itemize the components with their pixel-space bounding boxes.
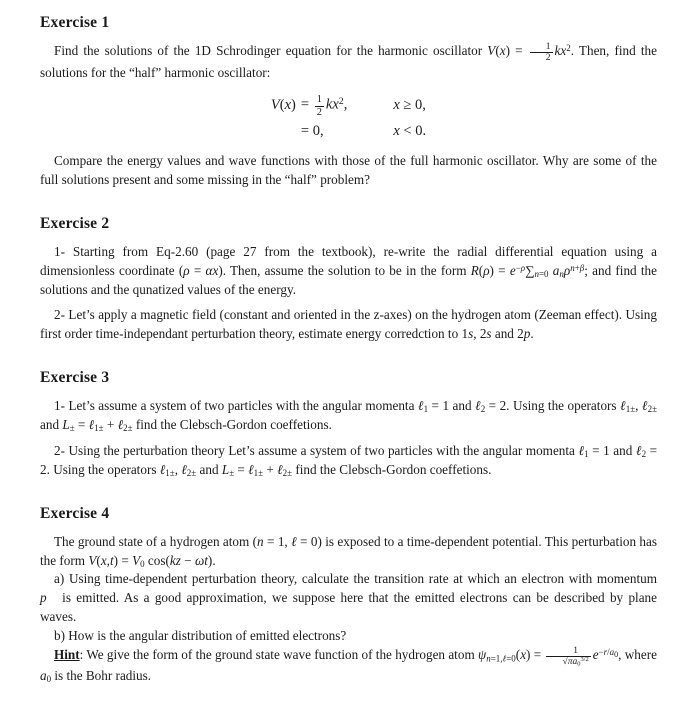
exercise-section-2 bbox=[40, 215, 657, 344]
equation-rhs-row1: = $\frac{1}{2}$ $kx^2$, bbox=[300, 94, 348, 118]
equation-condition-row2: x < 0. bbox=[393, 122, 427, 139]
exercise-3-title: Exercise 3 bbox=[40, 369, 110, 387]
exercise-2-paragraph-1: 1- Starting from Eq-2.60 (page 27 from the textbook), re-write the radial differential equation using a dimensionless coordinate (ρ = αx). Then, assume the solution to be in the form $R(\rho) = e^{-\rho}\sum_{n=0}$ $a_n\rho^{n+\beta}$; and find the solutions and the qunatized values of the energy. bbox=[40, 243, 658, 297]
exercise-section-1 bbox=[40, 14, 657, 190]
exercise-section-3 bbox=[40, 369, 657, 480]
equation-rhs-row2: = 0, bbox=[300, 122, 324, 139]
exercise-3-paragraph-1: 1- Let’s assume a system of two particles with the angular momenta ℓ$_1$ = 1 and ℓ$_2$ = 2. Using the operators ℓ$_{1\pm}$, ℓ$_{2\pm}$ and $L_\pm$ = ℓ$_{1\pm}$ + ℓ$_{2\pm}$ find the Clebsch-Gordon coeffetions. bbox=[40, 398, 658, 434]
exercise-4-hint: Hint: We give the form of the ground state wave function of the hydrogen atom $\psi_{n=1,\ell=0}(x)$ = $\frac{1}{√\pi a_0^{3/2}}$ $e^{-r/a_0}$, where $a_0$ is the Bohr radius. bbox=[40, 645, 657, 685]
equation-lhs-row1: V(x) bbox=[270, 96, 296, 113]
exercise-4-part-a: a) Using time-dependent perturbation theory, calculate the transition rate at which an electron with momentum p⃗ is emitted. As a good approximation, we suppose here that the emitted electrons can be described by plane waves. bbox=[40, 571, 657, 625]
exercise-4-part-b: b) How is the angular distribution of emitted electrons? bbox=[54, 628, 347, 644]
equation-grid bbox=[271, 94, 426, 140]
exercise-section-4 bbox=[40, 505, 657, 687]
exercise-1-outro-paragraph: Compare the energy values and wave functions with those of the full harmonic oscillator. Why are some of the full solutions present and some missing in the “half” problem? bbox=[40, 153, 657, 187]
exercise-2-paragraph-2: 2- Let’s apply a magnetic field (constant and oriented in the z-axes) on the hydrogen atom (Zeeman effect). Using first order time-independant perturbation theory, estimate energy corredction to 1s, 2s and 2p. bbox=[40, 307, 657, 342]
equation-condition-row1: x ≥ 0, bbox=[393, 96, 426, 113]
equation-piecewise-potential bbox=[40, 94, 657, 140]
exercise-4-title: Exercise 4 bbox=[40, 504, 110, 522]
exercise-4-paragraph-1: The ground state of a hydrogen atom (n = 1, ℓ = 0) is exposed to a time-dependent potential. This perturbation has the form $V(x,t) = V_0$ cos(kz − ωt). bbox=[40, 533, 658, 569]
exercise-3-paragraph-2: 2- Using the perturbation theory Let’s assume a system of two particles with the angular momenta ℓ$_1$ = 1 and ℓ$_2$ = 2. Using the operators ℓ$_{1\pm}$, ℓ$_{2\pm}$ and $L_\pm$ = ℓ$_{1\pm}$ + ℓ$_{2\pm}$ find the Clebsch-Gordon coeffetions. bbox=[40, 442, 658, 479]
exercise-1-intro-paragraph: Find the solutions of the 1D Schrodinger equation for the harmonic oscillator V(x) = $\frac{1}{2}$ $kx^2$. Then, find the solutions for the “half” harmonic oscillator: bbox=[40, 42, 657, 80]
exercise-2-title: Exercise 2 bbox=[40, 214, 110, 232]
exercise-1-title: Exercise 1 bbox=[40, 14, 110, 31]
